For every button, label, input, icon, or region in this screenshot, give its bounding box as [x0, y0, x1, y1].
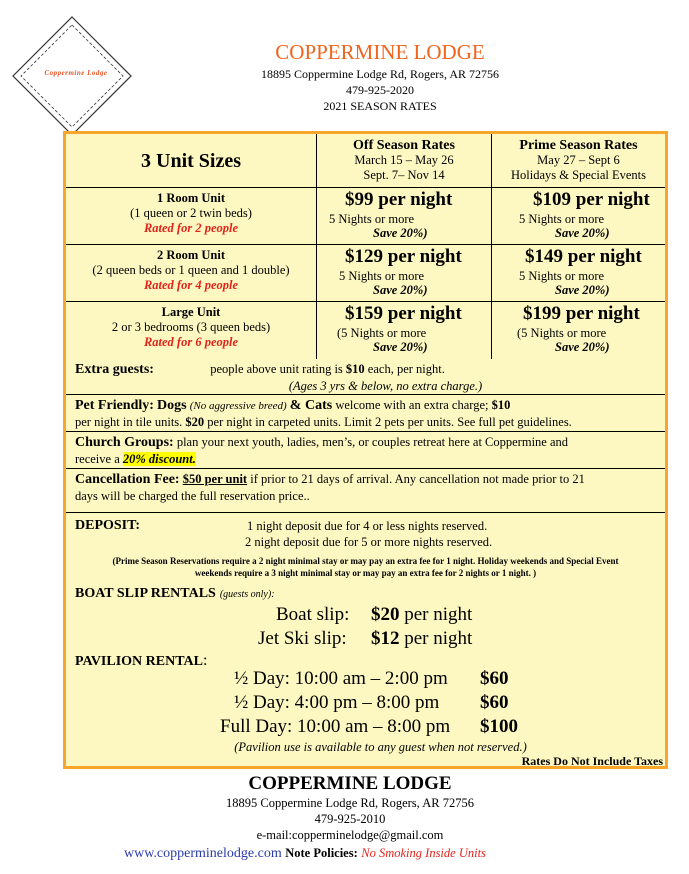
extra-guests-text-post: each, per night.: [364, 362, 445, 376]
header-phone: 479-925-2020: [346, 83, 414, 97]
unit-sizes-label: 3 Unit Sizes: [141, 150, 241, 172]
deposit-line2: 2 night deposit due for 5 or more nights reserved.: [245, 535, 493, 549]
boat-note: (guests only):: [219, 589, 275, 600]
prime-season-dates1: May 27 – Sept 6: [537, 153, 620, 167]
off-price-cell: [317, 188, 492, 245]
footer-email[interactable]: e-mail:copperminelodge@gmail.com: [256, 828, 444, 842]
pet-amount1: $10: [491, 398, 511, 412]
deposit-label: DEPOSIT:: [75, 518, 141, 533]
church-label: Church Groups:: [75, 435, 174, 450]
off-price-cell: [317, 302, 492, 359]
extra-guests-amount: $10: [345, 362, 365, 376]
pavilion-row: [66, 668, 665, 692]
cancellation-label: Cancellation Fee:: [75, 472, 180, 487]
off-price-cell: [317, 245, 492, 302]
pavilion-row: [66, 716, 665, 740]
unit-desc: 2 or 3 bedrooms (3 queen beds): [111, 320, 271, 334]
pavilion-price: $60: [480, 668, 509, 689]
unit-name: 2 Room Unit: [156, 248, 226, 262]
off-nights: 5 Nights or more: [329, 212, 415, 226]
church-text: plan your next youth, ladies, men’s, or couples retreat here at Coppermine and: [173, 435, 569, 449]
off-price: $159 per night: [345, 303, 462, 324]
taxes-note: Rates Do Not Include Taxes: [521, 754, 663, 768]
boat-slip-unit: per night: [399, 604, 473, 625]
prime-nights: (5 Nights or more: [517, 326, 607, 340]
unit-rating: Rated for 6 people: [143, 335, 239, 349]
boat-label: BOAT SLIP RENTALS: [75, 586, 216, 601]
prime-price: $149 per night: [525, 246, 642, 267]
footer-bottom-line: [124, 846, 624, 862]
off-season-dates2: Sept. 7– Nov 14: [363, 168, 445, 182]
boat-slip-label: Boat slip:: [276, 604, 350, 625]
unit-desc: (1 queen or 2 twin beds): [130, 206, 252, 220]
pavilion-time: ½ Day: 10:00 am – 2:00 pm: [234, 668, 448, 689]
prime-save: Save 20%): [555, 340, 610, 354]
pet-section: [66, 395, 665, 432]
pet-dogs: Dogs: [157, 398, 187, 413]
prime-price-cell: [492, 188, 665, 245]
header-season: 2021 SEASON RATES: [323, 99, 437, 113]
prime-price-cell: [492, 245, 665, 302]
extra-guests-note: (Ages 3 yrs & below, no extra charge.): [288, 379, 483, 393]
deposit-section: [66, 518, 665, 588]
boat-slip-price: $20: [371, 604, 400, 625]
pet-label: Pet Friendly:: [75, 398, 154, 413]
pavilion-time: ½ Day: 4:00 pm – 8:00 pm: [234, 692, 440, 713]
cancellation-section: [66, 469, 665, 513]
header-address: 18895 Coppermine Lodge Rd, Rogers, AR 72756: [261, 67, 499, 81]
pet-text3: per night in carpeted units. Limit 2 pets per units. See full pet guidelines.: [204, 415, 572, 429]
pavilion-price: $60: [480, 692, 509, 713]
pet-text1: welcome with an extra charge;: [332, 398, 492, 412]
pavilion-time: Full Day: 10:00 am – 8:00 pm: [220, 716, 451, 737]
unit-row-3: [66, 302, 317, 359]
off-nights: (5 Nights or more: [337, 326, 427, 340]
cancellation-text2: days will be charged the full reservation price..: [75, 489, 310, 503]
website-link[interactable]: www.copperminelodge.com: [124, 846, 282, 861]
prime-price: $199 per night: [523, 303, 640, 324]
off-save: Save 20%): [373, 340, 428, 354]
church-text2: receive a: [75, 452, 123, 466]
pet-amount2: $20: [185, 415, 205, 429]
unit-name: Large Unit: [161, 305, 221, 319]
logo-text: Coppermine Lodge: [44, 69, 108, 77]
prime-nights: 5 Nights or more: [519, 269, 605, 283]
prime-season-dates2: Holidays & Special Events: [510, 168, 647, 182]
off-price: $129 per night: [345, 246, 462, 267]
pet-cats: & Cats: [289, 398, 333, 413]
church-section: [66, 432, 665, 469]
off-nights: 5 Nights or more: [339, 269, 425, 283]
prime-season-title: Prime Season Rates: [519, 138, 638, 153]
off-season-title: Off Season Rates: [353, 138, 455, 153]
policies-label: Note Policies:: [285, 846, 358, 860]
pavilion-price: $100: [480, 716, 518, 737]
unit-desc: (2 queen beds or 1 queen and 1 double): [92, 263, 290, 277]
prime-price: $109 per night: [533, 189, 650, 210]
church-discount: 20% discount.: [122, 452, 196, 466]
unit-rating: Rated for 4 people: [143, 278, 239, 292]
pavilion-note: (Pavilion use is available to any guest when not reserved.): [234, 740, 527, 754]
unit-row-2: [66, 245, 317, 302]
rates-frame: [63, 131, 668, 769]
prime-nights: 5 Nights or more: [519, 212, 605, 226]
unit-sizes-header: [66, 134, 317, 188]
page-title: COPPERMINE LODGE: [275, 40, 485, 64]
off-price: $99 per night: [345, 189, 453, 210]
unit-row-1: [66, 188, 317, 245]
prime-save: Save 20%): [555, 283, 610, 297]
deposit-note1: (Prime Season Reservations require a 2 night minimal stay or may pay an extra fee for 1 night. Holiday weekends and Special Event: [112, 556, 619, 566]
footer-phone: 479-925-2010: [314, 812, 386, 826]
deposit-line1: 1 night deposit due for 4 or less nights reserved.: [247, 519, 488, 533]
off-season-dates1: March 15 – May 26: [354, 153, 454, 167]
extra-guests-text: people above unit rating is: [210, 362, 346, 376]
pavilion-colon: :: [202, 652, 208, 669]
off-save: Save 20%): [373, 283, 428, 297]
cancellation-fee: $50 per unit: [182, 472, 248, 486]
pet-dogs-note: (No aggressive breed): [189, 400, 287, 412]
unit-name: 1 Room Unit: [156, 191, 226, 205]
prime-season-header: [492, 134, 665, 188]
boat-slip-row: [66, 604, 665, 626]
jetski-row: [66, 628, 665, 650]
policies-text: No Smoking Inside Units: [361, 846, 486, 860]
prime-price-cell: [492, 302, 665, 359]
pet-text2: per night in tile units.: [75, 415, 186, 429]
jetski-label: Jet Ski slip:: [258, 628, 347, 649]
extra-guests-label: Extra guests:: [75, 362, 154, 377]
off-save: Save 20%): [373, 226, 428, 240]
jetski-unit: per night: [399, 628, 473, 649]
pavilion-label: PAVILION RENTAL: [75, 654, 203, 669]
jetski-price: $12: [371, 628, 400, 649]
deposit-note2: weekends require a 3 night minimal stay or may pay an extra fee for 2 nights or 1 night. ): [194, 568, 537, 578]
boat-heading: [75, 584, 665, 604]
cancellation-text: if prior to 21 days of arrival. Any cancellation not made prior to 21: [247, 472, 585, 486]
pavilion-row: [66, 692, 665, 716]
extra-guests-section: [66, 359, 665, 395]
prime-save: Save 20%): [555, 226, 610, 240]
footer-address: 18895 Coppermine Lodge Rd, Rogers, AR 72756: [226, 796, 474, 810]
footer-title: COPPERMINE LODGE: [248, 773, 452, 794]
unit-rating: Rated for 2 people: [143, 221, 239, 235]
off-season-header: [317, 134, 492, 188]
